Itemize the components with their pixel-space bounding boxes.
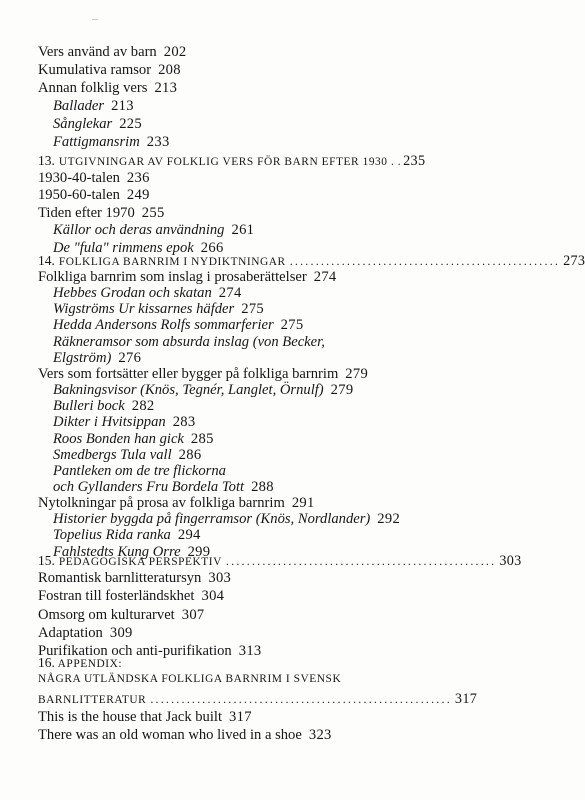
toc-entry-page: 279: [345, 365, 369, 382]
section-16-heading: [38, 655, 122, 671]
toc-entry: [0, 447, 471, 464]
section-page: 317: [454, 691, 478, 707]
toc-entry-page: 261: [231, 222, 255, 239]
toc-entry-title: Wigströms Ur kissarnes häfder: [53, 301, 235, 318]
toc-entry-page: 282: [131, 398, 155, 415]
toc-entry: [0, 62, 471, 79]
leader-dots: ....................................................: [225, 554, 497, 568]
toc-entry-title: Dikter i Hvitsippan: [53, 414, 166, 431]
toc-entry: [0, 414, 471, 431]
toc-entry: [0, 366, 471, 383]
toc-entry-page: 208: [158, 62, 181, 78]
toc-entry: [0, 134, 471, 151]
toc-entry: [0, 607, 471, 624]
toc-entry-title: Hedda Andersons Rolfs sommarferier: [53, 317, 274, 334]
section-14-heading: [38, 253, 585, 270]
toc-entry-page: 225: [119, 116, 142, 132]
toc-entry-page: 266: [200, 239, 224, 256]
toc-entry: [0, 187, 471, 204]
toc-entry-title: Sånglekar: [53, 116, 113, 132]
toc-entry-title: 1930-40-talen: [38, 170, 120, 186]
section-title: UTGIVNINGAR AV FOLKLIG VERS FÖR BARN EFTER 1930 . .: [58, 156, 402, 168]
toc-entry: [0, 170, 471, 187]
toc-entry-page: 313: [238, 643, 262, 660]
toc-entry-page: 285: [190, 430, 214, 447]
toc-entry: [0, 98, 471, 115]
toc-entry-page: 317: [229, 709, 252, 725]
toc-entry: [0, 285, 471, 302]
toc-entry-title: Adaptation: [38, 624, 103, 641]
toc-entry-title: Fostran till fosterländskhet: [38, 588, 195, 605]
toc-entry: [0, 222, 471, 239]
toc-entry-page: 291: [291, 495, 315, 512]
toc-entry-page: 236: [126, 170, 150, 186]
toc-entry-title: Romantisk barnlitteratursyn: [38, 570, 202, 586]
section-number: 14.: [38, 253, 55, 268]
toc-entry: [0, 709, 471, 726]
page-mark: [92, 19, 98, 20]
toc-entry-page: 286: [178, 446, 202, 463]
toc-entry-title: Omsorg om kulturarvet: [38, 606, 175, 623]
toc-entry-title: Bulleri bock: [53, 398, 125, 415]
leader-dots: ..........................................................: [150, 692, 452, 706]
section-page: 303: [499, 553, 522, 569]
toc-entry-title: Hebbes Grodan och skatan: [53, 285, 212, 302]
toc-entry-title: Pantleken om de tre flickorna: [53, 462, 226, 479]
toc-entry-title: Ballader: [53, 98, 105, 114]
toc-entry-page: 274: [313, 269, 337, 285]
toc-entry-page: 274: [218, 285, 242, 302]
toc-entry-title: Fahlstedts Kung Orre: [53, 543, 181, 560]
toc-entry-page: 275: [241, 301, 265, 318]
toc-entry-page: 292: [377, 511, 401, 528]
toc-entry: [0, 495, 471, 512]
toc-entry: [0, 80, 471, 97]
section-subtitle-line: NÅGRA UTLÄNDSKA FOLKLIGA BARNRIM I SVENSK: [38, 673, 342, 685]
toc-entry-page: 283: [172, 414, 196, 431]
section-number: 15.: [38, 553, 55, 568]
toc-entry-title: Nytolkningar på prosa av folkliga barnrim: [38, 495, 285, 512]
section-title: PEDAGOGISKA PERSPEKTIV: [58, 556, 222, 568]
leader-dots: ....................................................: [289, 254, 561, 268]
section-16-subtitle-end: [38, 691, 478, 708]
toc-entry-page: 255: [141, 204, 165, 221]
toc-entry: [0, 588, 471, 605]
toc-entry: [0, 301, 471, 318]
toc-entry-page: 276: [118, 349, 142, 366]
toc-entry-page: 279: [330, 382, 354, 399]
toc-entry-title: Annan folklig vers: [38, 80, 148, 96]
toc-entry-title: Bakningsvisor (Knös, Tegnér, Langlet, Örnulf): [53, 382, 324, 399]
section-page: 235: [403, 153, 426, 169]
section-13-heading: [38, 153, 428, 170]
toc-entry: [0, 527, 471, 544]
section-number: 13.: [38, 153, 55, 168]
toc-entry: [0, 382, 471, 399]
toc-entry-title: Elgström): [53, 349, 112, 366]
section-number: 16.: [38, 655, 55, 670]
toc-entry: [0, 511, 471, 528]
toc-entry-title: Kumulativa ramsor: [38, 62, 152, 78]
toc-entry-page: 213: [111, 98, 134, 114]
toc-entry: [0, 116, 471, 133]
toc-entry-title: Tiden efter 1970: [38, 204, 135, 221]
toc-entry: [0, 317, 471, 334]
toc-entry-page: 275: [280, 317, 304, 334]
toc-entry-page: 304: [201, 588, 225, 605]
toc-entry: [0, 570, 471, 587]
toc-entry-page: 213: [154, 80, 178, 96]
toc-entry-title: Topelius Rida ranka: [53, 527, 171, 544]
toc-entry-title: Räkneramsor som absurda inslag (von Becker,: [53, 333, 325, 350]
toc-entry-page: 294: [177, 527, 201, 544]
toc-entry-title: Historier byggda på fingerramsor (Knös, Nordlander): [53, 511, 371, 528]
section-title: FOLKLIGA BARNRIM I NYDIKTNINGAR: [58, 256, 286, 268]
toc-entry-page: 202: [163, 44, 187, 60]
toc-entry: [0, 334, 471, 351]
toc-entry: [0, 625, 471, 642]
toc-entry-title: Källor och deras användning: [53, 222, 225, 239]
toc-entry-title: Folkliga barnrim som inslag i prosaberättelser: [38, 269, 307, 285]
toc-entry-title: There was an old woman who lived in a shoe: [38, 727, 302, 743]
toc-entry-page: 233: [146, 134, 170, 150]
toc-entry-title: Smedbergs Tula vall: [53, 446, 172, 463]
toc-entry: [0, 463, 471, 480]
toc-entry: [0, 431, 471, 448]
toc-entry: [0, 398, 471, 415]
toc-entry-title: 1950-60-talen: [38, 187, 120, 204]
section-15-heading: [38, 553, 522, 570]
section-title: APPENDIX:: [57, 658, 123, 670]
toc-entry: [0, 350, 471, 367]
toc-entry-title: Purifikation och anti-purifikation: [38, 643, 232, 660]
toc-entry-page: 299: [187, 543, 211, 560]
toc-entry: [0, 44, 471, 61]
toc-entry-page: 309: [109, 624, 133, 641]
toc-entry-title: Vers som fortsätter eller bygger på folkliga barnrim: [38, 365, 339, 382]
toc-entry-page: 249: [126, 187, 150, 204]
toc-entry-title: De "fula" rimmens epok: [53, 239, 194, 256]
toc-entry: [0, 479, 471, 496]
toc-entry-title: Roos Bonden han gick: [53, 430, 184, 447]
toc-entry: [0, 269, 471, 286]
toc-entry-title: och Gyllanders Fru Bordela Tott: [53, 478, 245, 495]
section-page: 273: [563, 253, 585, 269]
toc-entry-page: 288: [251, 478, 274, 495]
toc-entry-page: 303: [208, 570, 232, 586]
toc-entry-title: Vers använd av barn: [38, 44, 157, 60]
toc-entry-title: This is the house that Jack built: [38, 709, 223, 725]
toc-entry-page: 323: [308, 727, 332, 743]
toc-entry-title: Fattigmansrim: [53, 134, 140, 150]
section-subtitle-line: BARNLITTERATUR: [38, 694, 147, 706]
toc-entry-page: 307: [181, 606, 205, 623]
toc-entry: [0, 727, 471, 744]
section-16-subtitle: [38, 673, 341, 685]
toc-entry: [0, 205, 471, 222]
